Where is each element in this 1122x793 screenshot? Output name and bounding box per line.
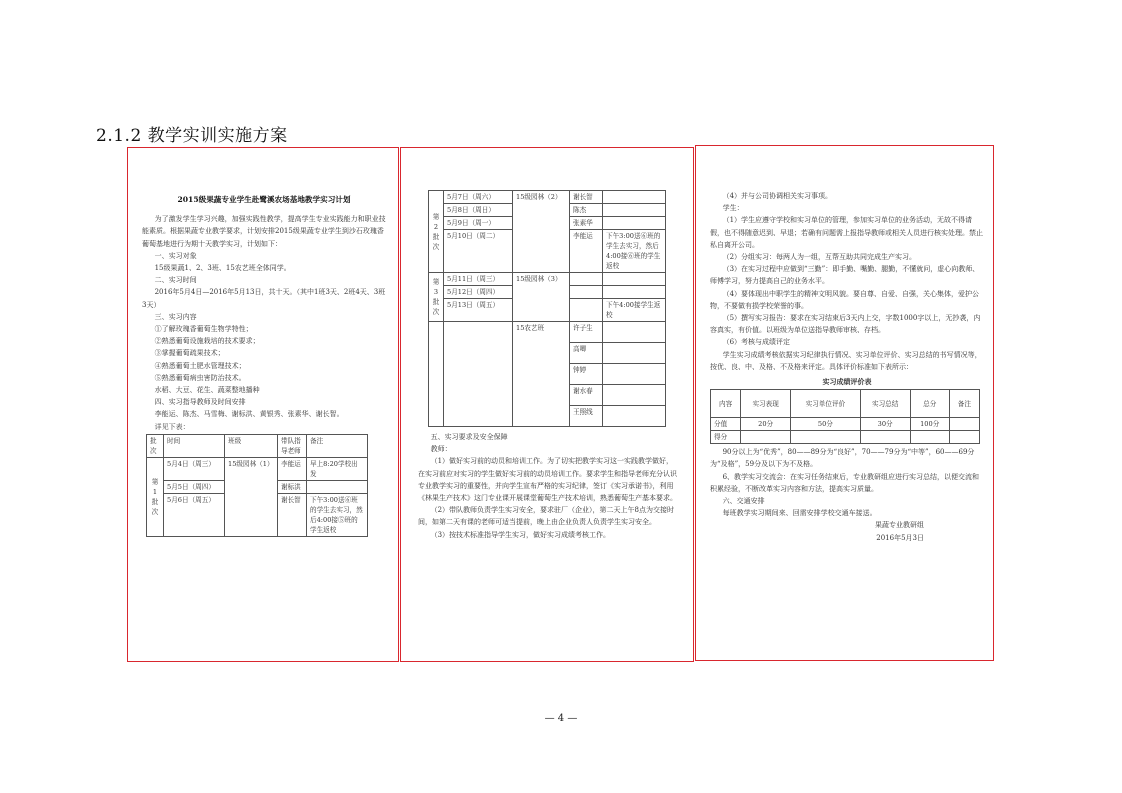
schedule-table-2	[428, 190, 666, 427]
student-item-4: （4）要体现出中职学生的精神文明风貌。要自尊、自爱、自强，关心集体，爱护公物，不要做有损学校荣誉的事。	[710, 289, 980, 310]
class-cell: 15级园林（1）	[225, 457, 278, 536]
student-item-6: （6）考核与成绩评定	[722, 338, 791, 347]
teacher-cell: 高唧	[570, 343, 603, 364]
intro-text: 为了激发学生学习兴趣，加强实践性教学，提高学生专业实践能力和职业技能素质。根据果蔬专业教学要求，计划安排2015级果蔬专业学生到沙石玫瑰香葡萄基地进行为期十天教学实习，计划如下：	[142, 215, 386, 248]
note-cell: 下午3:00送⑥班的学生去实习，然后4:00接⑥班的学生返校	[603, 230, 666, 273]
table-header-cell: 内容	[711, 390, 741, 418]
student-item-5: （5）撰写实习报告：要求在实习结束后3天内上交，字数1000字以上，无抄袭，内容真实，有价值。以班级为单位送指导教师审核、存档。	[710, 314, 981, 335]
note-cell	[307, 480, 368, 493]
requirement-1: （1）做好实习前的动员和培训工作。为了切实把教学实习这一实践教学做好，在实习前应对实习的学生做好实习前的动员培训工作。要求学生和指导老师充分认识专业教学实习的重要性，并向学生宣布严格的实习纪律，签订《实习承诺书》，利用《林果生产技术》这门专业课开展课堂葡萄生产技术培训，熟悉葡萄生产基本要求。	[418, 457, 677, 503]
class-cell: 15农艺班	[513, 322, 570, 427]
teacher-cell: 谢标洪	[278, 480, 307, 493]
note-cell	[603, 191, 666, 204]
date-cell: 5月9日（周一）	[444, 217, 513, 230]
table-row	[429, 273, 666, 286]
document-page-1	[127, 147, 399, 662]
table-header-cell: 时间	[164, 434, 225, 457]
table-row	[711, 431, 980, 444]
student-subheading: 学生：	[722, 204, 744, 213]
table-header-cell: 实习表现	[741, 390, 791, 418]
signature-org: 果蔬专业教研组	[875, 521, 924, 530]
table-header-cell: 实习单位评价	[791, 390, 861, 418]
table-cell	[741, 431, 791, 444]
note-cell	[603, 286, 666, 299]
table-cell: 30分	[860, 418, 910, 431]
date-cell: 5月6日（周五）	[164, 493, 225, 536]
plan-title: 2015级果蔬专业学生赴鹭溪农场基地教学实习计划	[177, 195, 351, 204]
note-cell	[603, 204, 666, 217]
teacher-cell: 钟婷	[570, 364, 603, 385]
content-item-3: ③掌握葡萄疏果技术；	[154, 349, 225, 358]
batch-cell: 第1批次	[147, 457, 164, 536]
date-cell: 5月8日（周日）	[444, 204, 513, 217]
document-page-3	[695, 145, 994, 661]
date-cell: 5月7日（周六）	[444, 191, 513, 204]
table-cell	[910, 431, 949, 444]
student-item-2: （2）分组实习：每两人为一组，互帮互助共同完成生产实习。	[722, 253, 917, 262]
table-cell: 分值	[711, 418, 741, 431]
teacher-cell	[570, 286, 603, 299]
content-item-5: ⑤熟悉葡萄病虫害防治技术。	[154, 373, 246, 382]
teacher-cell: 谢水春	[570, 385, 603, 406]
note-cell: 早上8:20学校出发	[307, 457, 368, 480]
date-cell: 5月12日（周四）	[444, 286, 513, 299]
section-heading-2: 二、实习时间	[154, 276, 197, 285]
table-header-cell: 总分	[910, 390, 949, 418]
score-table-title: 实习成绩评价表	[822, 377, 872, 387]
content-item-4: ④熟悉葡萄土肥水管理技术；	[154, 361, 246, 370]
requirement-2: （2）带队教师负责学生实习安全，要求驻厂（企业），第二天上午8点为交接时间，如第二天有课的老师可适当提前，晚上由企业负责人负责学生实习安全。	[418, 506, 674, 527]
teacher-item-4: （4）并与公司协调相关实习事项。	[722, 192, 833, 200]
teacher-subheading: 教师：	[430, 445, 452, 454]
teacher-cell: 谢长智	[570, 191, 603, 204]
section-heading-6: 六、交通安排	[722, 497, 765, 506]
teacher-cell: 王照线	[570, 406, 603, 427]
date-cell: 5月4日（周三）	[164, 457, 225, 480]
note-cell	[603, 385, 666, 406]
date-cell: 5月5日（周四）	[164, 480, 225, 493]
note-cell	[603, 217, 666, 230]
table-cell: 100分	[910, 418, 949, 431]
table-cell	[860, 431, 910, 444]
teacher-cell: 陈杰	[570, 204, 603, 217]
teacher-cell: 李能运	[570, 230, 603, 273]
page-3-content	[710, 190, 984, 544]
table-row	[429, 322, 666, 343]
batch-cell: 第3批次	[429, 273, 444, 322]
table-header-cell: 实习总结	[860, 390, 910, 418]
schedule-table-1	[146, 434, 368, 537]
table-row	[429, 191, 666, 204]
teacher-cell	[570, 273, 603, 286]
teacher-cell: 许子生	[570, 322, 603, 343]
note-cell	[603, 343, 666, 364]
date-cell	[444, 322, 513, 427]
table-cell: 20分	[741, 418, 791, 431]
table-header-row	[711, 390, 980, 418]
section-heading-5: 五、实习要求及安全保障	[430, 433, 508, 441]
note-cell	[603, 273, 666, 286]
teacher-cell: 张素华	[570, 217, 603, 230]
requirement-3: （3）按技术标准指导学生实习，做好实习成绩考核工作。	[430, 530, 611, 539]
table-header-row	[147, 434, 368, 457]
transport-text: 每班教学实习期间来、回需安排学校交通车接送。	[722, 509, 877, 518]
section-text-2: 2016年5月4日—2016年5月13日，共十天。（其中1班3天、2班4天、3班3天）	[142, 288, 386, 309]
content-item-6: 水稻、大豆、花生、蔬菜整地播种	[154, 386, 260, 395]
table-row	[147, 457, 368, 480]
page-1-content	[142, 194, 386, 537]
section-text-1: 15级果蔬1、2、3班、15农艺班全体同学。	[154, 264, 291, 273]
table-header-cell: 带队指导老师	[278, 434, 307, 457]
student-item-1: （1）学生应遵守学校和实习单位的管理，参加实习单位的业务活动，无故不得请假，也不得随意迟到、早退；若确有问题需上报指导教师或相关人员进行核实处理。禁止私自离开公司。	[710, 216, 983, 249]
note-cell: 下午4:00接学生返校	[603, 299, 666, 322]
assessment-text: 学生实习成绩考核依据实习纪律执行情况、实习单位评价、实习总结的书写情况等，按优、良、中、及格、不及格来评定。具体评价标准如下表所示：	[710, 350, 982, 371]
details-note: 详见下表：	[154, 422, 190, 431]
content-item-1: ①了解玫瑰香葡萄生物学特性；	[154, 325, 253, 334]
signature-date: 2016年5月3日	[876, 533, 924, 542]
score-table	[710, 389, 980, 444]
note-cell	[603, 322, 666, 343]
table-cell	[791, 431, 861, 444]
table-header-cell: 备注	[307, 434, 368, 457]
teacher-cell: 谢长智	[278, 493, 307, 536]
table-cell: 50分	[791, 418, 861, 431]
teacher-cell	[570, 299, 603, 322]
teacher-cell: 李能运	[278, 457, 307, 480]
section-text-4: 李能运、陈杰、马雪梅、谢标洪、黄银秀、张素华、谢长智。	[154, 410, 344, 419]
document-page-2	[400, 147, 694, 662]
content-item-2: ②熟悉葡萄设施栽培的技术要求；	[154, 337, 260, 346]
table-header-cell: 备注	[949, 390, 979, 418]
batch-cell	[429, 322, 444, 427]
class-cell: 15级园林（2）	[513, 191, 570, 273]
section-heading-3: 三、实习内容	[154, 312, 197, 321]
note-cell	[603, 364, 666, 385]
date-cell: 5月10日（周二）	[444, 230, 513, 273]
table-header-cell: 班级	[225, 434, 278, 457]
table-cell	[949, 418, 979, 431]
exchange-meeting: 6、教学实习交流会：在实习任务结束后，专业教研组应进行实习总结，以便交流和积累经验，不断改革实习内容和方法，提高实习质量。	[710, 472, 980, 493]
section-heading-4: 四、实习指导教师及时间安排	[154, 398, 246, 407]
note-cell	[603, 406, 666, 427]
page-number: — 4 —	[544, 713, 578, 724]
section-heading: 2.1.2 教学实训实施方案	[96, 126, 288, 146]
date-cell: 5月11日（周三）	[444, 273, 513, 286]
date-cell: 5月13日（周五）	[444, 299, 513, 322]
table-cell: 得分	[711, 431, 741, 444]
note-cell: 下午3:00送⑥班的学生去实习，然后4:00接⑤班的学生返校	[307, 493, 368, 536]
page-2-content	[418, 190, 680, 541]
student-item-3: （3）在实习过程中应做到“三勤”：即手勤、嘴勤、腿勤，不懂就问，虚心向教师、师傅学习，努力提高自己的业务水平。	[710, 265, 980, 286]
table-header-cell: 批次	[147, 434, 164, 457]
table-row	[711, 418, 980, 431]
grade-scale: 90分以上为“优秀”，80——89分为“良好”，70——79分为“中等”，60——69分为“及格”，59分及以下为不及格。	[710, 448, 975, 469]
section-heading-1: 一、实习对象	[154, 251, 197, 260]
batch-cell: 第2批次	[429, 191, 444, 273]
table-cell	[949, 431, 979, 444]
class-cell: 15级园林（3）	[513, 273, 570, 322]
